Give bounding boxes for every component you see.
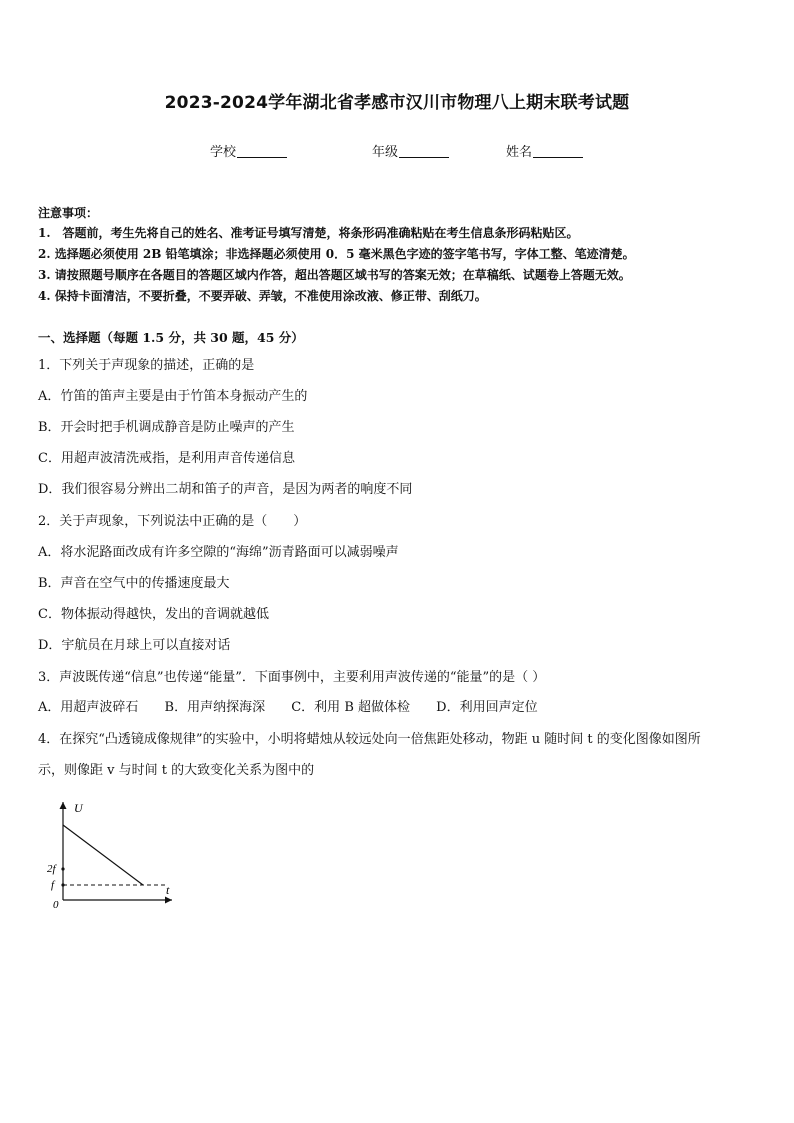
q2-option-b: B．声音在空气中的传播速度最大 (38, 576, 230, 591)
q2-option-a: A．将水泥路面改成有许多空隙的“海绵”沥青路面可以减弱噪声 (38, 545, 399, 560)
name-field (506, 141, 583, 160)
q3-stem: 3．声波既传递“信息”也传递“能量”．下面事例中，主要利用声波传递的“能量”的是（ ） (38, 670, 546, 685)
q3-option-d: D．利用回声定位 (436, 700, 538, 715)
graph-f-label: f (51, 879, 55, 891)
q4-stem-line1: 4．在探究“凸透镜成像规律”的实验中，小明将蜡烛从较远处向一倍焦距处移动，物距 u 随时间 t 的变化图像如图所 (38, 732, 701, 747)
q2-option-c: C．物体振动得越快，发出的音调就越低 (38, 607, 269, 622)
school-field (210, 141, 287, 160)
notice-item: 1. 答题前，考生先将自己的姓名、准考证号填写清楚，将条形码准确粘贴在考生信息条形码粘贴区。 (38, 226, 579, 240)
q1-option-c: C．用超声波清洗戒指，是利用声音传递信息 (38, 451, 295, 466)
q2-stem: 2．关于声现象，下列说法中正确的是（ ） (38, 514, 307, 529)
name-blank (533, 145, 583, 158)
q2-option-d: D．宇航员在月球上可以直接对话 (38, 638, 231, 653)
graph-f-tick (61, 883, 64, 886)
q3-options (38, 696, 560, 715)
notice-heading: 注意事项： (38, 206, 99, 220)
notice-item: 2. 选择题必须使用 2B 铅笔填涂；非选择题必须使用 0．5 毫米黑色字迹的签字笔书写，字体工整、笔迹清楚。 (38, 247, 635, 261)
q1-option-b: B．开会时把手机调成静音是防止噪声的产生 (38, 420, 295, 435)
graph-u-line (63, 825, 143, 885)
notice-item: 4. 保持卡面清洁，不要折叠，不要弄破、弄皱，不准使用涂改液、修正带、刮纸刀。 (38, 289, 487, 303)
q4-stem-line2: 示，则像距 v 与时间 t 的大致变化关系为图中的 (38, 763, 315, 778)
grade-blank (399, 145, 449, 158)
page-title: 2023-2024学年湖北省孝感市汉川市物理八上期末联考试题 (164, 93, 630, 113)
graph-y-label: U (74, 801, 83, 815)
graph-2f-tick (61, 867, 64, 870)
q3-option-a: A．用超声波碎石 (38, 700, 139, 715)
graph-origin-label: 0 (53, 899, 59, 911)
notice-item: 3. 请按照题号顺序在各题目的答题区域内作答，超出答题区域书写的答案无效；在草稿纸、试题卷上答题无效。 (38, 268, 631, 282)
name-label: 姓名 (506, 145, 533, 160)
q1-option-d: D．我们很容易分辨出二胡和笛子的声音，是因为两者的响度不同 (38, 482, 413, 497)
section-heading: 一、选择题（每题 1.5 分，共 30 题，45 分） (38, 330, 304, 345)
graph-2f-label: 2f (47, 863, 56, 875)
grade-label: 年级 (372, 145, 399, 160)
graph-x-label: t (166, 883, 170, 897)
school-blank (237, 145, 287, 158)
q3-option-b: B．用声纳探海深 (164, 700, 266, 715)
grade-field (372, 141, 449, 160)
q1-option-a: A．竹笛的笛声主要是由于竹笛本身振动产生的 (38, 389, 308, 404)
q1-stem: 1．下列关于声现象的描述，正确的是 (38, 358, 255, 373)
school-label: 学校 (210, 145, 237, 160)
q3-option-c: C．利用 B 超做体检 (291, 700, 410, 715)
u-t-graph (40, 796, 190, 911)
